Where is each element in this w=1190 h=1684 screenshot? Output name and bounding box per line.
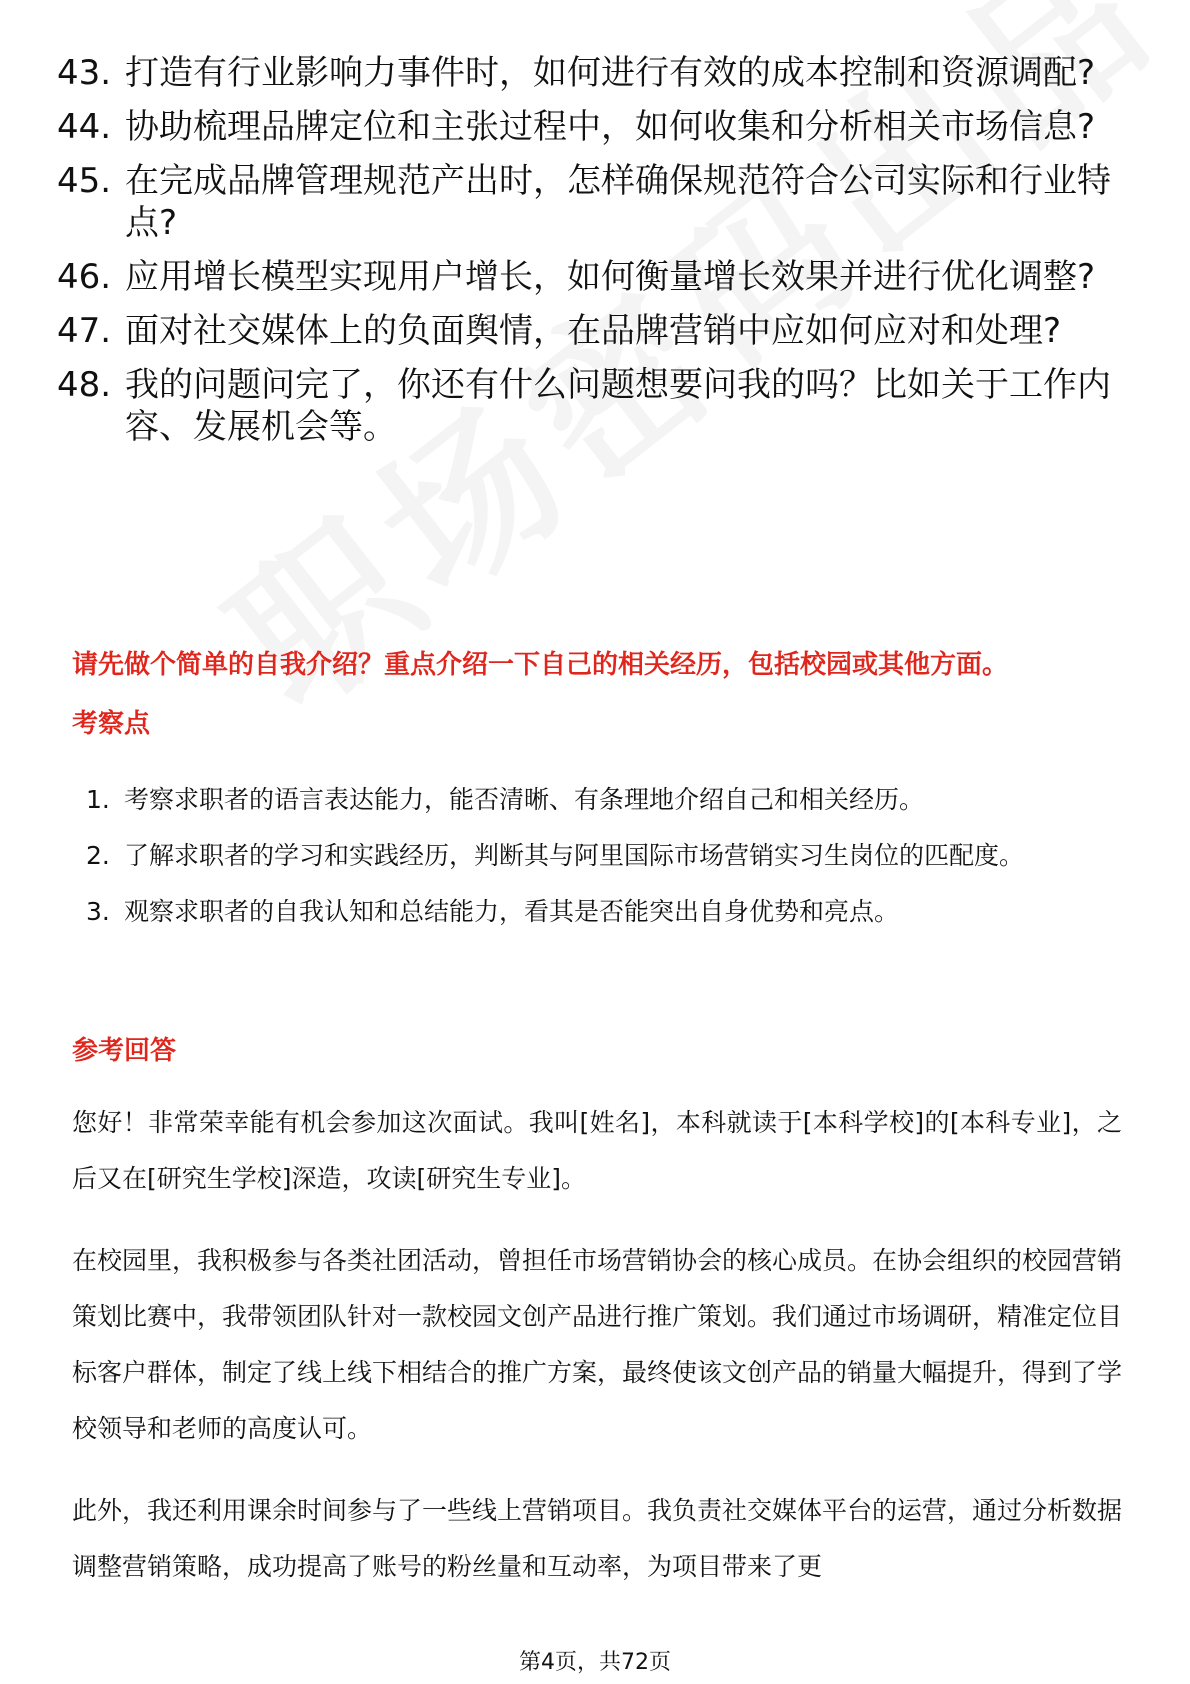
page-footer: 第4页，共72页 xyxy=(519,1650,671,1675)
list-item xyxy=(57,364,1137,448)
question-text: 协助梳理品牌定位和主张过程中，如何收集和分析相关市场信息? xyxy=(125,107,1096,147)
answer-paragraph: 在校园里，我积极参与各类社团活动，曾担任市场营销协会的核心成员。在协会组织的校园营销策划比赛中，我带领团队针对一款校园文创产品进行推广策划。我们通过市场调研，精准定位目标客户群体，制定了线上线下相结合的推广方案，最终使该文创产品的销量大幅提升，得到了学校领导和老师的高度认可。 xyxy=(72,1246,1123,1443)
question-text: 打造有行业影响力事件时，如何进行有效的成本控制和资源调配? xyxy=(125,53,1096,93)
question-number: 43. xyxy=(57,53,112,93)
exam-points-heading: 考察点 xyxy=(72,709,151,739)
list-item xyxy=(57,310,1137,352)
answer-paragraph: 您好！非常荣幸能有机会参加这次面试。我叫[姓名]，本科就读于[本科学校]的[本科专业]，之后又在[研究生学校]深造，攻读[研究生专业]。 xyxy=(72,1108,1122,1193)
question-text: 应用增长模型实现用户增长，如何衡量增长效果并进行优化调整? xyxy=(125,257,1096,297)
question-number: 48. xyxy=(57,365,112,405)
question-list xyxy=(57,52,1137,460)
point-number: 3. xyxy=(86,897,110,926)
list-item xyxy=(57,106,1137,148)
list-item xyxy=(57,256,1137,298)
point-text: 了解求职者的学习和实践经历，判断其与阿里国际市场营销实习生岗位的匹配度。 xyxy=(124,841,1025,870)
answer-paragraph: 此外，我还利用课余时间参与了一些线上营销项目。我负责社交媒体平台的运营，通过分析数据调整营销策略，成功提高了账号的粉丝量和互动率，为项目带来了更 xyxy=(72,1496,1123,1581)
point-number: 1. xyxy=(86,785,110,814)
list-item xyxy=(72,828,1122,884)
highlight-question: 请先做个简单的自我介绍？重点介绍一下自己的相关经历，包括校园或其他方面。 xyxy=(72,650,1009,680)
question-text: 在完成品牌管理规范产出时，怎样确保规范符合公司实际和行业特点? xyxy=(125,161,1111,243)
question-number: 45. xyxy=(57,161,112,201)
exam-points-list xyxy=(72,772,1122,940)
list-item xyxy=(72,884,1122,940)
list-item xyxy=(57,160,1137,244)
question-text: 面对社交媒体上的负面舆情，在品牌营销中应如何应对和处理? xyxy=(125,311,1062,351)
list-item xyxy=(72,772,1122,828)
question-number: 44. xyxy=(57,107,112,147)
question-number: 47. xyxy=(57,311,112,351)
question-text: 我的问题问完了，你还有什么问题想要问我的吗？比如关于工作内容、发展机会等。 xyxy=(125,365,1111,447)
question-number: 46. xyxy=(57,257,112,297)
list-item xyxy=(57,52,1137,94)
point-text: 观察求职者的自我认知和总结能力，看其是否能突出自身优势和亮点。 xyxy=(124,897,900,926)
reference-answer-heading: 参考回答 xyxy=(72,1036,177,1066)
point-text: 考察求职者的语言表达能力，能否清晰、有条理地介绍自己和相关经历。 xyxy=(124,785,925,814)
point-number: 2. xyxy=(86,841,110,870)
